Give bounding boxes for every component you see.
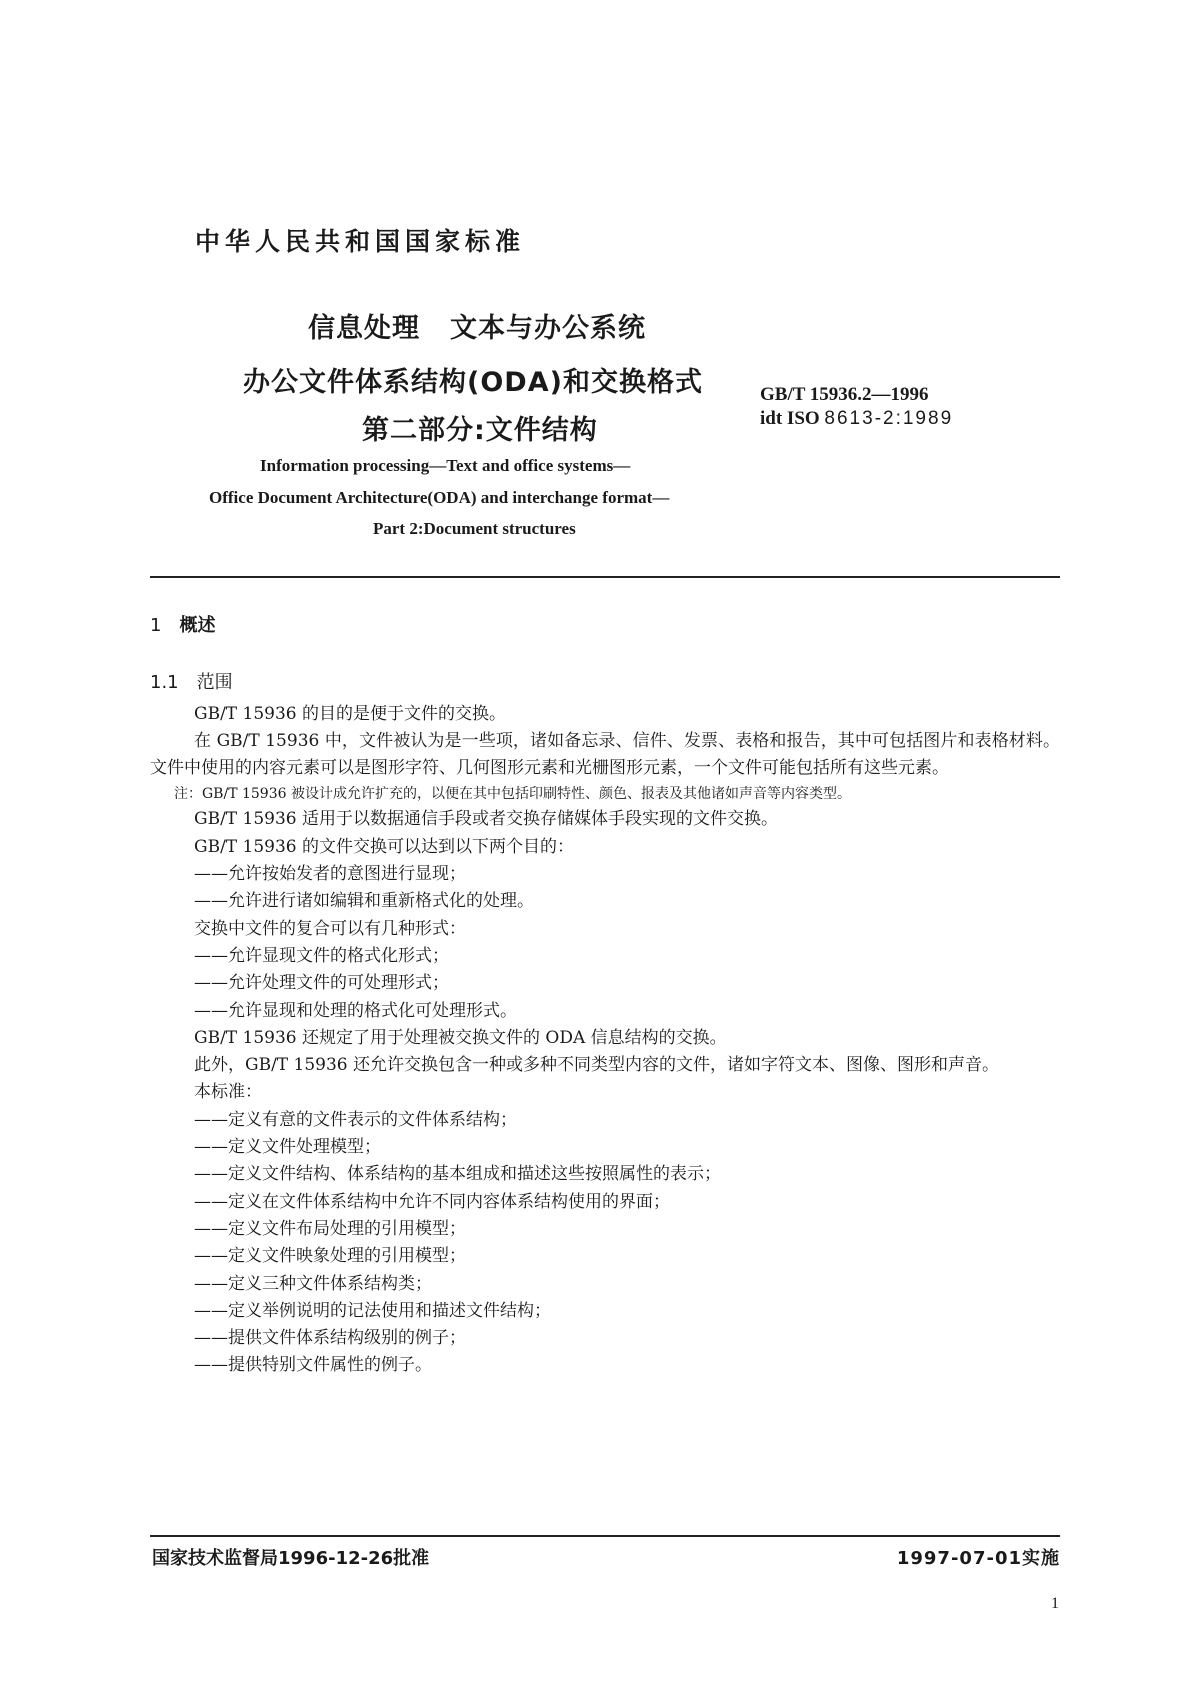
list-item: ——定义文件布局处理的引用模型；	[194, 1218, 466, 1239]
paragraph: GB/T 15936 适用于以数据通信手段或者交换存储媒体手段实现的文件交换。	[194, 809, 779, 830]
top-divider	[150, 576, 1060, 578]
list-item: ——定义举例说明的记法使用和描述文件结构；	[194, 1300, 551, 1321]
paragraph: GB/T 15936 的目的是便于文件的交换。	[194, 703, 507, 724]
page-number: 1	[1051, 1595, 1059, 1612]
bottom-divider	[150, 1535, 1060, 1537]
title-cn-line-2: 办公文件体系结构(ODA)和交换格式	[243, 367, 703, 398]
implementation-date: 1997-07-01实施	[896, 1548, 1060, 1569]
list-item: ——定义有意的文件表示的文件体系结构；	[194, 1109, 517, 1130]
paragraph: 此外，GB/T 15936 还允许交换包含一种或多种不同类型内容的文件，诸如字符文本、图像、图形和声音。	[194, 1055, 1000, 1076]
title-en-line-2: Office Document Architecture(ODA) and interchange format—	[209, 488, 670, 507]
list-item: ——定义文件映象处理的引用模型；	[194, 1246, 466, 1267]
list-item: ——允许按始发者的意图进行显现；	[194, 864, 466, 885]
body-text	[150, 612, 1060, 1380]
idt-reference: idt ISO 8613-2:1989	[760, 408, 954, 429]
list-item: ——允许显现文件的格式化形式；	[194, 945, 449, 966]
title-cn-line-1-b: 文本与办公系统	[450, 313, 646, 344]
paragraph: 本标准：	[194, 1082, 262, 1103]
paragraph: 交换中文件的复合可以有几种形式：	[194, 918, 466, 939]
title-cn-line-3: 第二部分:文件结构	[362, 415, 598, 446]
list-item: ——定义文件处理模型；	[194, 1137, 381, 1158]
subsection-heading: 1.1 范围	[150, 672, 233, 694]
title-en-line-3: Part 2:Document structures	[373, 519, 576, 538]
section-heading: 1 概述	[150, 615, 216, 636]
title-cn-line-1-a: 信息处理	[308, 313, 420, 344]
list-item: ——提供特别文件属性的例子。	[194, 1355, 432, 1376]
note: 注：GB/T 15936 被设计成允许扩充的，以便在其中包括印刷特性、颜色、报表及其他诸如声音等内容类型。	[174, 786, 851, 803]
list-item: ——定义在文件体系结构中允许不同内容体系结构使用的界面；	[194, 1191, 670, 1212]
list-item: ——允许处理文件的可处理形式；	[194, 973, 449, 994]
standard-number: GB/T 15936.2—1996	[760, 384, 929, 405]
national-standard-heading: 中华人民共和国国家标准	[194, 227, 525, 256]
paragraph: GB/T 15936 的文件交换可以达到以下两个目的：	[194, 836, 575, 857]
list-item: ——定义三种文件体系结构类；	[194, 1273, 432, 1294]
list-item: ——定义文件结构、体系结构的基本组成和描述这些按照属性的表示；	[194, 1164, 721, 1185]
approval-date: 国家技术监督局1996-12-26批准	[152, 1548, 430, 1569]
paragraph: 在 GB/T 15936 中，文件被认为是一些项，诸如备忘录、信件、发票、表格和报告，其中可包括图片和表格材料。文件中使用的内容元素可以是图形字符、几何图形元素和光栅图形元素，一个文件可能包括所有这些元素。	[150, 730, 1060, 779]
list-item: ——允许显现和处理的格式化可处理形式。	[194, 1000, 517, 1021]
list-item: ——提供文件体系结构级别的例子；	[194, 1328, 466, 1349]
title-cn-line-1	[308, 306, 646, 345]
paragraph: GB/T 15936 还规定了用于处理被交换文件的 ODA 信息结构的交换。	[194, 1027, 727, 1048]
standard-number-block	[760, 383, 953, 431]
title-en-line-1: Information processing—Text and office systems—	[260, 456, 631, 475]
list-item: ——允许进行诸如编辑和重新格式化的处理。	[194, 891, 534, 912]
